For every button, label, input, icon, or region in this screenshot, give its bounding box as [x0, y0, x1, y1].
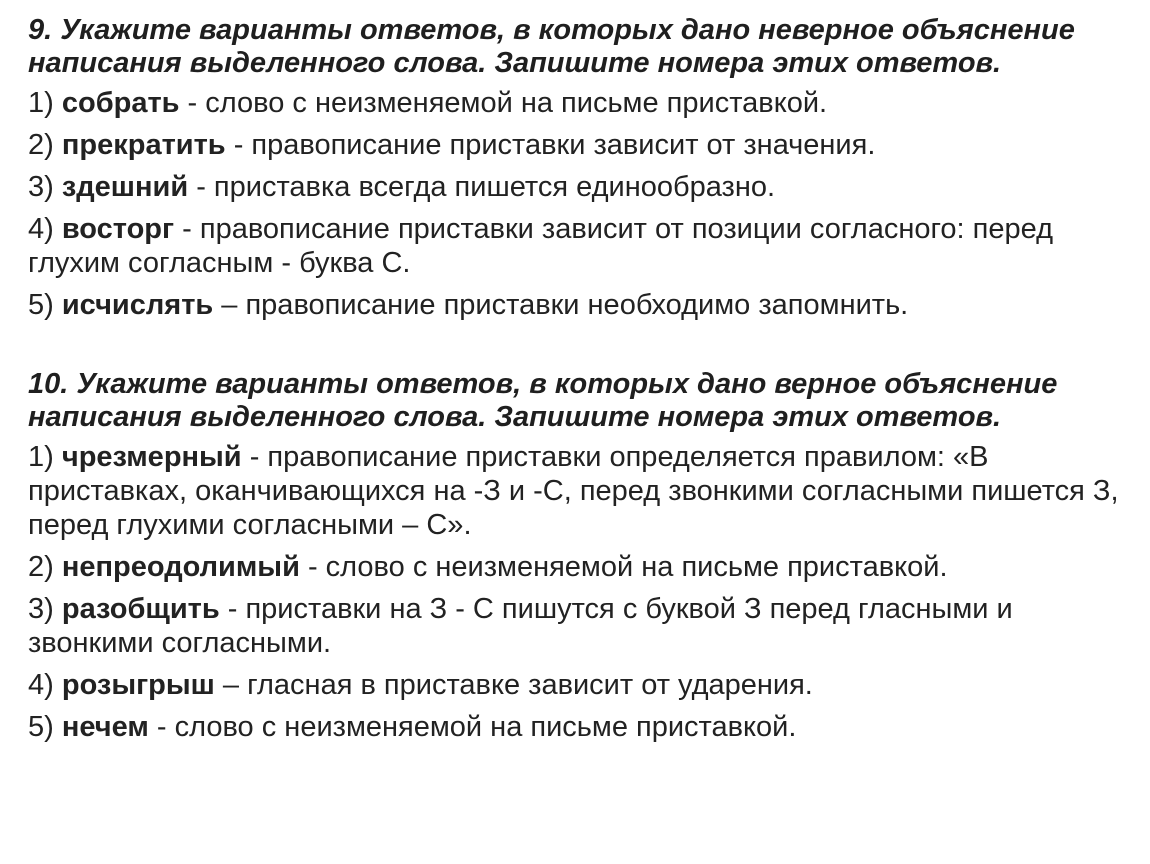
- answer-9-2: [28, 128, 1128, 162]
- answer-number: 4): [28, 669, 54, 701]
- highlighted-word: восторг: [61, 213, 175, 245]
- answer-number: 1): [28, 441, 54, 473]
- answer-explanation: - слово с неизменяемой на письме приставкой.: [148, 711, 797, 743]
- answer-number: 2): [28, 129, 54, 161]
- highlighted-word: нечем: [61, 711, 149, 743]
- answer-explanation: - приставки на З - С пишутся с буквой З перед гласными и звонкими согласными.: [28, 593, 1013, 659]
- section-spacer: [28, 330, 1128, 368]
- highlighted-word: разобщить: [61, 593, 220, 625]
- highlighted-word: собрать: [61, 87, 180, 119]
- highlighted-word: розыгрыш: [61, 669, 215, 701]
- answer-explanation: – гласная в приставке зависит от ударения.: [214, 669, 813, 701]
- answer-explanation: - правописание приставки зависит от позиции согласного: перед глухим согласным - буква С.: [28, 213, 1054, 279]
- answer-10-2: [28, 550, 1128, 584]
- answer-9-4: [28, 212, 1128, 280]
- highlighted-word: исчислять: [61, 289, 214, 321]
- answer-explanation: - правописание приставки определяется правилом: «В приставках, оканчивающихся на -З и -С, перед звонкими согласными пишется З, перед глухими согласными – С».: [28, 441, 1119, 541]
- answer-9-5: [28, 288, 1128, 322]
- answer-number: 3): [28, 593, 54, 625]
- answer-number: 3): [28, 171, 54, 203]
- answer-10-1: [28, 440, 1128, 542]
- answer-9-1: [28, 86, 1128, 120]
- highlighted-word: чрезмерный: [61, 441, 242, 473]
- answer-10-4: [28, 668, 1128, 702]
- question-10-text: 10. Укажите варианты ответов, в которых дано верное объяснение написания выделенного слова. Запишите номера этих ответов.: [28, 368, 1058, 433]
- answer-number: 1): [28, 87, 54, 119]
- answer-10-3: [28, 592, 1128, 660]
- answer-number: 5): [28, 711, 54, 743]
- answer-number: 4): [28, 213, 54, 245]
- highlighted-word: здешний: [61, 171, 189, 203]
- answer-10-5: [28, 710, 1128, 744]
- question-9-text: 9. Укажите варианты ответов, в которых дано неверное объяснение написания выделенного слова. Запишите номера этих ответов.: [28, 14, 1075, 79]
- answer-number: 2): [28, 551, 54, 583]
- answer-explanation: - приставка всегда пишется единообразно.: [188, 171, 776, 203]
- highlighted-word: прекратить: [61, 129, 226, 161]
- answer-number: 5): [28, 289, 54, 321]
- answer-explanation: - слово с неизменяемой на письме приставкой.: [299, 551, 948, 583]
- answer-explanation: - слово с неизменяемой на письме приставкой.: [179, 87, 828, 119]
- highlighted-word: непреодолимый: [61, 551, 300, 583]
- answer-explanation: - правописание приставки зависит от значения.: [225, 129, 876, 161]
- answer-explanation: – правописание приставки необходимо запомнить.: [213, 289, 909, 321]
- answer-9-3: [28, 170, 1128, 204]
- slide-content: [28, 14, 1128, 752]
